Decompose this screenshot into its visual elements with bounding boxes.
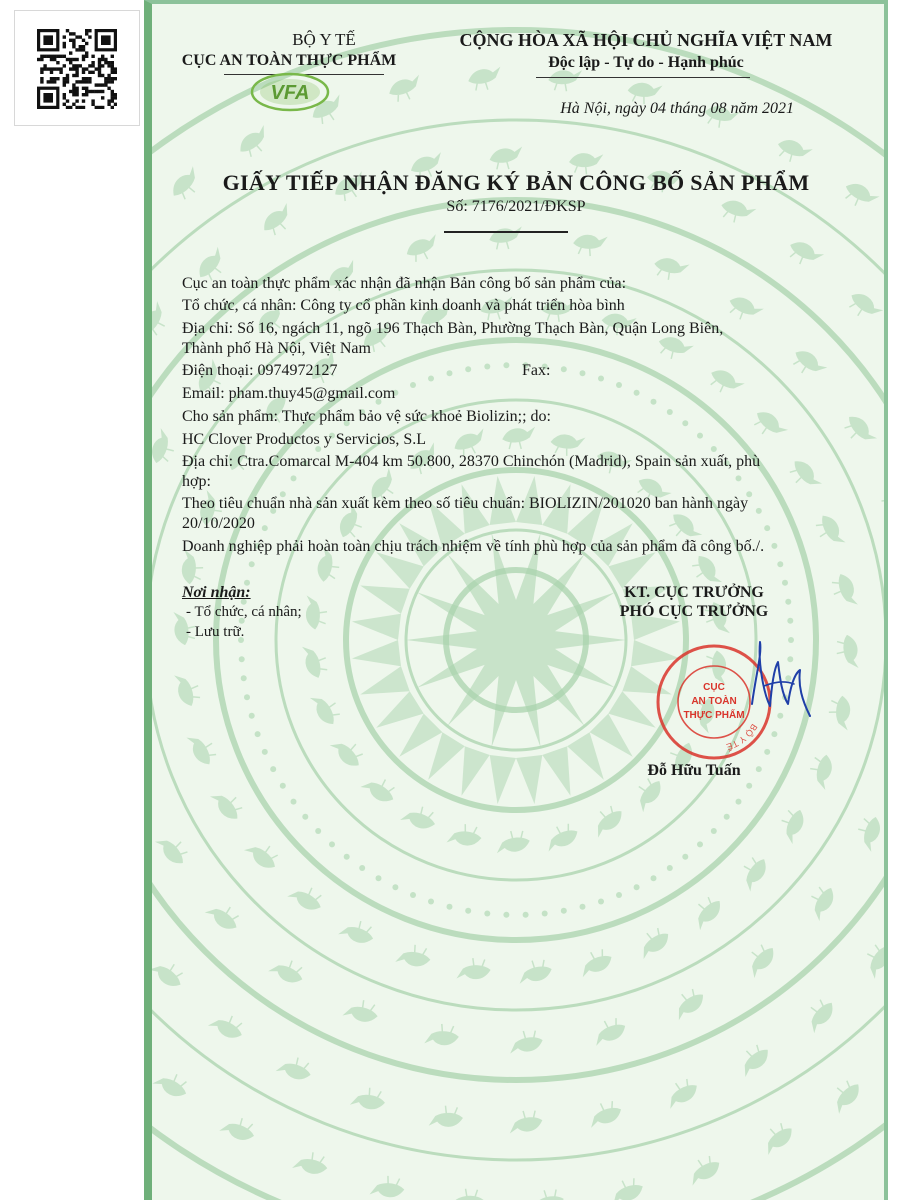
nation-motto: Độc lập - Tự do - Hạnh phúc <box>548 54 744 71</box>
certificate-document <box>144 0 888 1200</box>
document-number: Số: 7176/2021/ĐKSP <box>446 198 586 215</box>
qr-code-icon <box>37 29 117 109</box>
document-title: GIẤY TIẾP NHẬN ĐĂNG KÝ BẢN CÔNG BỐ SẢN PHẨM <box>222 170 810 195</box>
email-line: Email: pham.thuy45@gmail.com <box>182 385 396 402</box>
manufacturer-address-line-2: hợp: <box>182 473 211 490</box>
qr-code-panel <box>14 10 140 126</box>
manufacturer-address-line-1: Địa chỉ: Ctra.Comarcal M-404 km 50.800, 28370 Chinchón (Madrid), Spain sản xuất, phù <box>182 453 761 470</box>
responsibility-statement: Doanh nghiệp phải hoàn toàn chịu trách nhiệm về tính phù hợp của sản phẩm đã công bố./. <box>182 538 765 555</box>
department-name: CỤC AN TOÀN THỰC PHẨM <box>181 52 397 69</box>
phone-line: Điện thoại: 0974972127 <box>182 362 338 379</box>
product-line: Cho sản phẩm: Thực phẩm bảo vệ sức khoẻ Biolizin;; do: <box>182 408 551 425</box>
organization-line: Tổ chức, cá nhân: Công ty cổ phần kinh doanh và phát triển hòa bình <box>182 297 625 314</box>
nation-title: CỘNG HÒA XÃ HỘI CHỦ NGHĨA VIỆT NAM <box>459 30 833 50</box>
ministry-name: BỘ Y TẾ <box>292 30 356 49</box>
handwritten-signature <box>744 634 818 724</box>
motto-underline <box>536 77 750 78</box>
manufacturer-line: HC Clover Productos y Servicios, S.L <box>182 431 426 448</box>
signer-role-line-2: PHÓ CỤC TRƯỞNG <box>619 603 769 620</box>
signer-role-line-1: KT. CỤC TRƯỞNG <box>624 584 764 601</box>
standard-line-1: Theo tiêu chuẩn nhà sản xuất kèm theo số tiêu chuẩn: BIOLIZIN/201020 ban hành ngày <box>182 495 749 512</box>
signer-name: Đỗ Hữu Tuấn <box>647 762 741 779</box>
standard-line-2: 20/10/2020 <box>182 515 255 532</box>
title-underline <box>444 231 568 233</box>
intro-text: Cục an toàn thực phẩm xác nhận đã nhận Bản công bố sản phẩm của: <box>182 275 627 292</box>
recipient-item: - Lưu trữ. <box>186 624 245 640</box>
vfa-logo <box>248 70 332 114</box>
svg-text:CỤC: CỤC <box>703 682 725 693</box>
issue-date: Hà Nội, ngày 04 tháng 08 năm 2021 <box>560 100 794 117</box>
svg-text:THỰC PHẨM: THỰC PHẨM <box>683 710 745 721</box>
address-line-1: Địa chỉ: Số 16, ngách 11, ngõ 196 Thạch Bàn, Phường Thạch Bàn, Quận Long Biên, <box>182 320 724 337</box>
svg-text:VFA: VFA <box>270 82 310 104</box>
svg-text:BỘ Y TẾ: BỘ Y TẾ <box>725 722 760 753</box>
recipient-item: - Tổ chức, cá nhân; <box>186 604 302 620</box>
svg-text:AN TOÀN: AN TOÀN <box>691 696 737 707</box>
fax-line: Fax: <box>522 362 551 379</box>
address-line-2: Thành phố Hà Nội, Việt Nam <box>182 340 371 357</box>
recipients-heading: Nơi nhận: <box>182 584 251 601</box>
